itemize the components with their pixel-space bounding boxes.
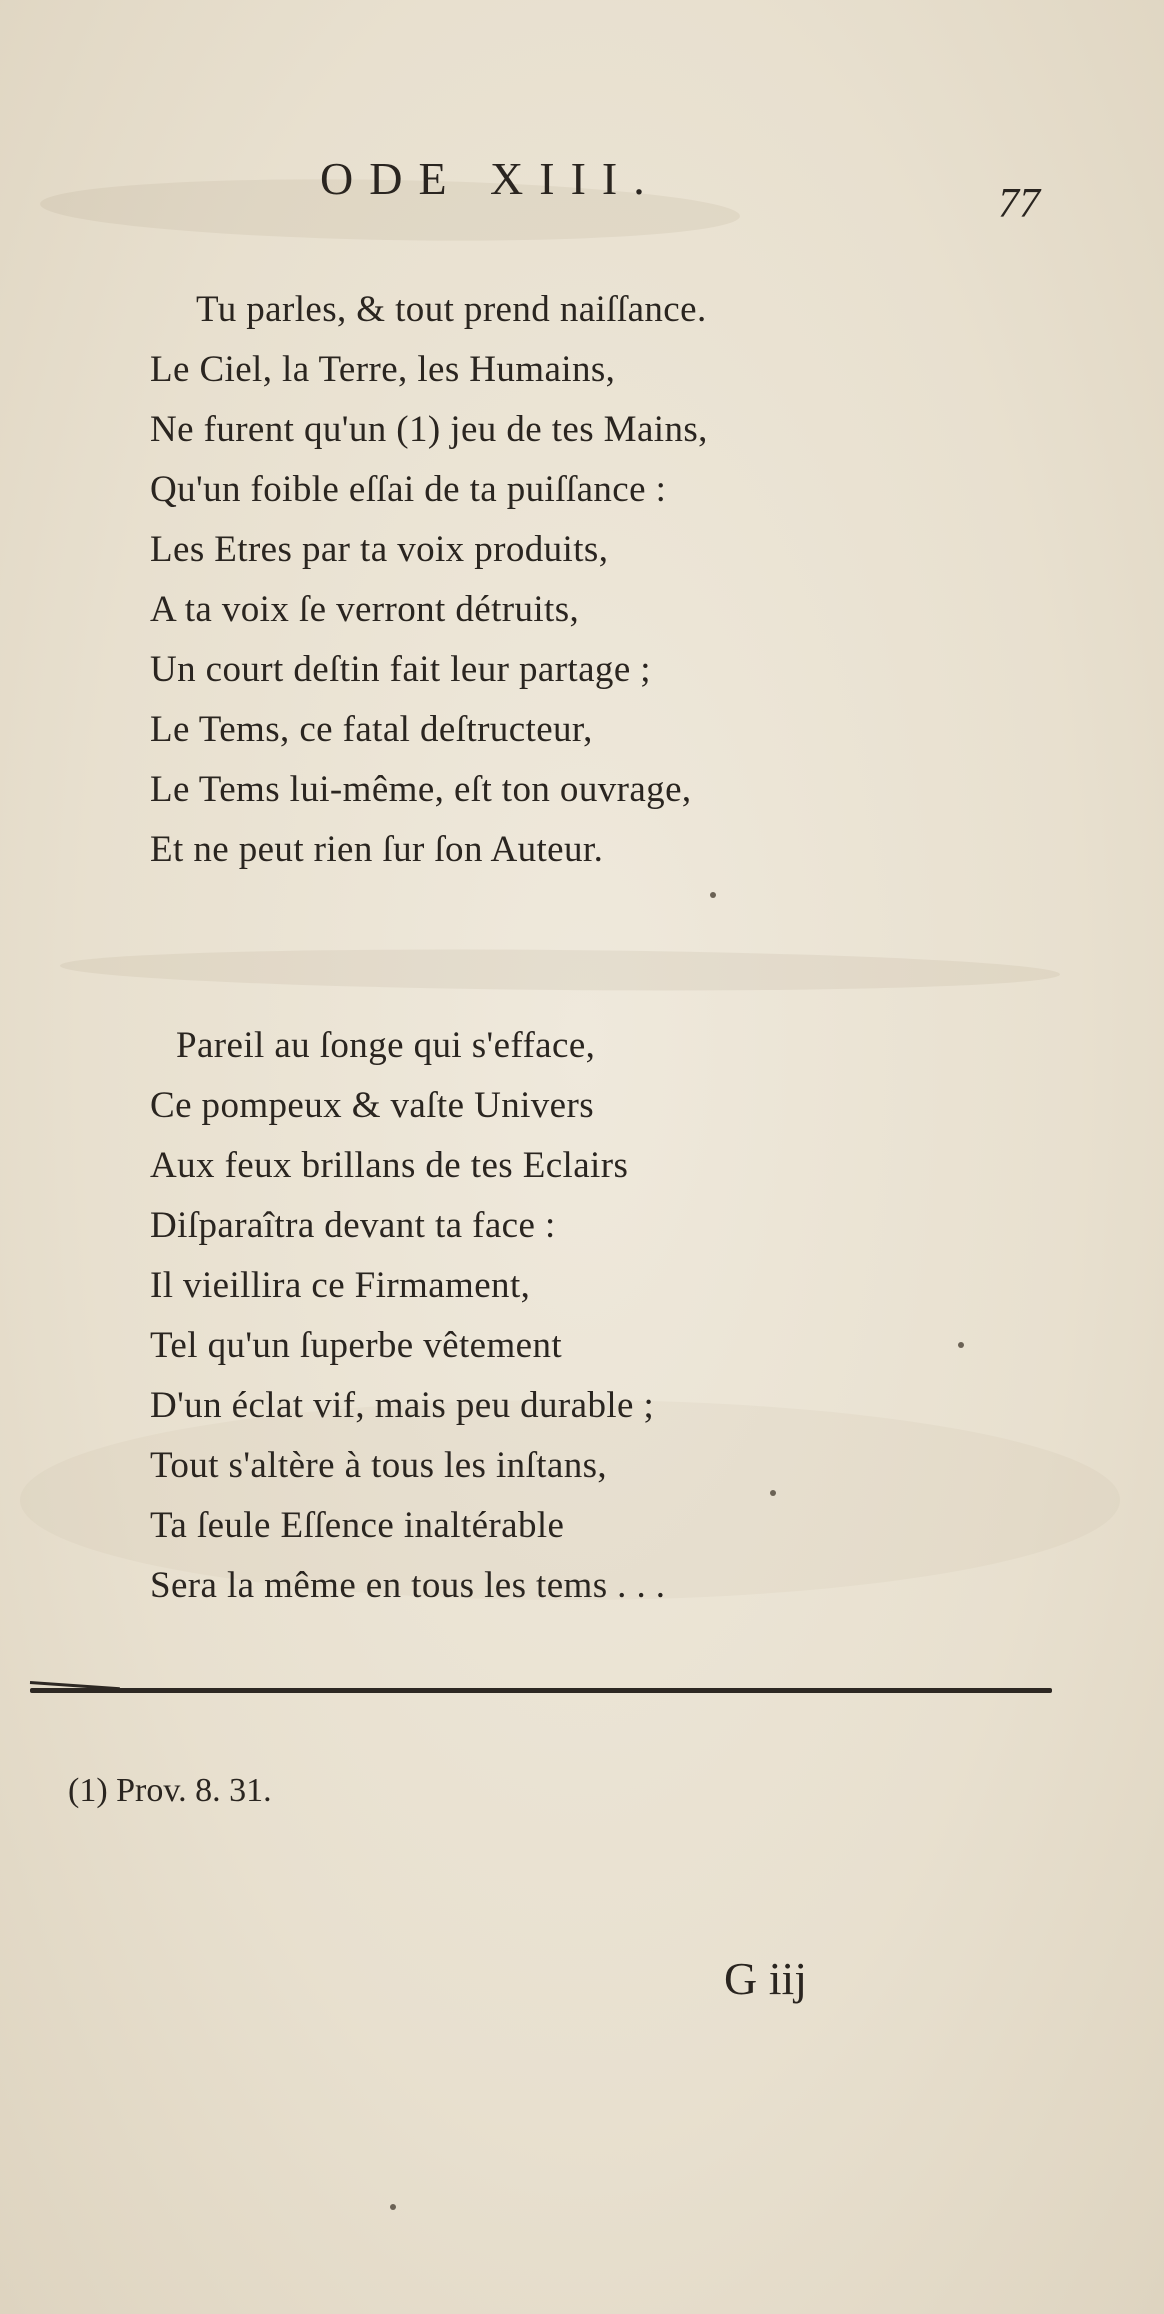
footnote-rule [30,1688,1052,1693]
ink-speck [770,1490,776,1496]
verse-line: Tu parles, & tout prend naiſſance. [196,289,707,330]
verse-line: Qu'un foible eſſai de ta puiſſance : [150,469,667,510]
verse-line: Le Tems lui-même, eſt ton ouvrage, [150,769,692,810]
verse-line: Le Tems, ce fatal deſtructeur, [150,709,593,750]
verse-line: Pareil au ſonge qui s'efface, [176,1025,596,1066]
verse-line: Sera la même en tous les tems . . . [150,1565,666,1606]
ink-speck [958,1342,964,1348]
verse-line: Un court deſtin fait leur partage ; [150,649,651,690]
verse-line: Il vieillira ce Firmament, [150,1265,531,1306]
signature-mark: G iij [724,1953,808,2004]
ink-speck [710,892,716,898]
verse-line: Tout s'altère à tous les inſtans, [150,1445,608,1486]
verse-line: Ta ſeule Eſſence inaltérable [150,1505,565,1546]
verse-line: Le Ciel, la Terre, les Humains, [150,349,616,390]
verse-line: Aux feux brillans de tes Eclairs [150,1145,629,1186]
verse-line: Ce pompeux & vaſte Univers [150,1085,595,1126]
verse-line: Ne furent qu'un (1) jeu de tes Mains, [150,409,708,450]
verse-line: D'un éclat vif, mais peu durable ; [150,1385,655,1426]
page-header-title: ODE XIII. [320,153,661,204]
verse-line: Les Etres par ta voix produits, [150,529,609,570]
verse-line: Diſparaîtra devant ta face : [150,1205,556,1246]
ink-speck [390,2204,396,2210]
paper-stain [60,946,1060,995]
verse-line: Tel qu'un ſuperbe vêtement [150,1325,563,1366]
footnote: (1) Prov. 8. 31. [68,1772,272,1809]
verse-line: Et ne peut rien ſur ſon Auteur. [150,829,604,870]
page-number: 77 [998,181,1040,227]
verse-line: A ta voix ſe verront détruits, [150,589,580,630]
